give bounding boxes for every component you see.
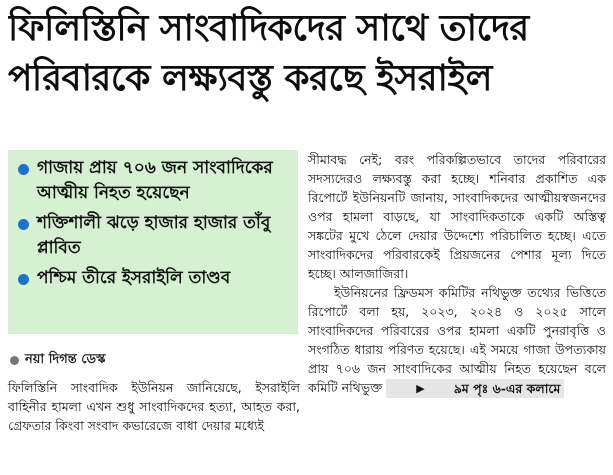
bullet-icon (18, 274, 29, 285)
article-paragraph-text: ইউনিয়নের ফ্রিডমস কমিটির নথিভুক্ত তথ্যের ভিত্তিতে রিপোর্টে বলা হয়, ২০২৩, ২০২৪ ও ২০২৫ সালে সাংবাদিকদের পরিবারের ওপর হামলা একটি পুনরাবৃত্তি ও সংগঠিত ধারায় পরিণত হয়েছে। এই সময়ে গাজা উপত্যকায় প্রায় ৭০৬ জন সাংবাদিকের আত্মীয় নিহত হয়েছেন বলে কমিটি নথিভুক্ত (308, 285, 606, 395)
headline (8, 4, 608, 104)
headline-line-2: পরিবারকে লক্ষ্যবস্তু করছে ইসরাইল (8, 58, 492, 99)
article-body-right (308, 150, 606, 398)
byline (10, 350, 105, 371)
bullet-icon (18, 164, 29, 175)
byline-text: নয়া দিগন্ত ডেস্ক (25, 352, 106, 367)
continue-marker (386, 379, 564, 398)
highlight-text: শক্তিশালী ঝড়ে হাজার হাজার তাঁবু প্লাবিত (37, 213, 271, 258)
article-paragraph-last (308, 283, 606, 398)
article-paragraph: সীমাবদ্ধ নেই; বরং পরিকল্পিতভাবে তাদের পরিবারের সদস্যদেরও লক্ষ্যবস্তু করা হচ্ছে। শনিবার প্রকাশিত এক রিপোর্টে ইউনিয়নটি জানায়, সাংবাদিকদের আত্মীয়স্বজনদের ওপর হামলা বাড়ছে, যা সাংবাদিকতাকে একটি অস্তিত্ব সঙ্কটের মুখে ঠেলে দেয়ার উদ্দেশ্যে পরিচালিত হচ্ছে। এতে সাংবাদিকদের পরিবারকেই প্রিয়জনের পেশার মূল্য দিতে হচ্ছে। আলজাজিরা। (308, 152, 606, 281)
highlight-item (18, 211, 290, 261)
continue-text: ৯ম পৃঃ ৬-এর কলামে (453, 381, 561, 396)
byline-dot-icon (10, 356, 19, 365)
highlights-box (8, 150, 298, 334)
highlight-text: পশ্চিম তীরে ইসরাইলি তাণ্ডব (37, 268, 231, 288)
highlight-item (18, 266, 290, 291)
article-body-left: ফিলিস্তিনি সাংবাদিক ইউনিয়ন জানিয়েছে, ইসরাইলি বাহিনীর হামলা এখন শুধু সাংবাদিকদের হত্যা, আহত করা, গ্রেফতার কিংবা সংবাদ কভারেজে বাধা দেয়ার মধ্যেই (8, 380, 300, 433)
bullet-icon (18, 219, 29, 230)
highlight-item (18, 156, 290, 206)
triangle-right-icon: ▶ (416, 382, 425, 395)
headline-line-1: ফিলিস্তিনি সাংবাদিকদের সাথে তাদের (8, 8, 529, 49)
highlight-text: গাজায় প্রায় ৭০৬ জন সাংবাদিকের আত্মীয় নিহত হয়েছেন (37, 158, 273, 203)
